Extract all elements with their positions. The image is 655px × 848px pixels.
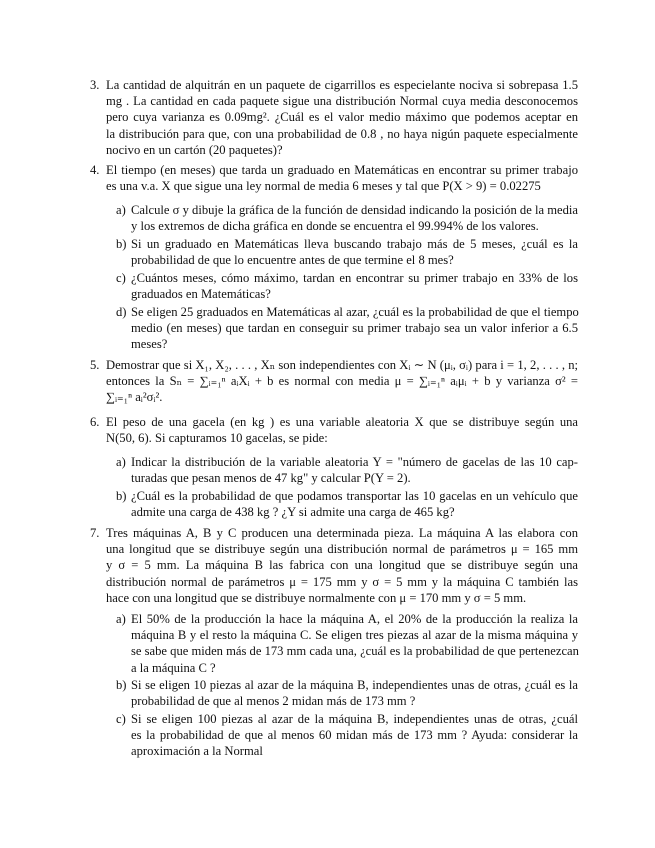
- item-label: b): [116, 678, 127, 692]
- text-line: una longitud que se distribuye según una distribución normal de parámetros μ = 165 mm: [106, 542, 578, 557]
- problem-6a: [116, 454, 578, 486]
- text-line: Indicar la distribución de la variable aleatoria Y = "número de gacelas de las 10 cap-: [131, 455, 578, 469]
- text-line: meses?: [131, 337, 168, 352]
- item-label: c): [116, 712, 126, 726]
- problem-7: [90, 525, 578, 606]
- text-line: mg . La cantidad en cada paquete sigue una distribución Normal cuya media desconocemos: [106, 94, 578, 109]
- problem-4b: [116, 236, 578, 268]
- text-line: El tiempo (en meses) que tarda un graduado en Matemáticas en encontrar su primer trabajo: [106, 163, 578, 177]
- text-line: ¿Cuántos meses, cómo máximo, tardan en encontrar su primer trabajo en 33% de los: [131, 271, 578, 285]
- item-label: a): [116, 612, 126, 626]
- problem-7c: [116, 711, 578, 760]
- text-line: la distribución para que, con una probabilidad de 0.8 , no haya nigún paquete especialmente: [106, 126, 578, 141]
- text-line: N(50, 6). Si capturamos 10 gacelas, se pide:: [106, 431, 328, 446]
- text-line: La cantidad de alquitrán en un paquete de cigarrillos es especielante nociva si sobrepasa 1.5: [106, 78, 578, 92]
- problem-6: [90, 414, 578, 446]
- item-label: b): [116, 237, 127, 251]
- text-line: a la máquina C ?: [131, 660, 216, 675]
- text-line: admite una carga de 438 kg ? ¿Y si admite una carga de 465 kg?: [131, 505, 455, 520]
- text-line: Se eligen 25 graduados en Matemáticas al azar, ¿cuál es la probabilidad de que el tiempo: [131, 305, 579, 319]
- text-line: Tres máquinas A, B y C producen una determinada pieza. La máquina A las elabora con: [106, 526, 578, 540]
- text-line: probabilidad de que al menos 2 midan más de 173 mm ?: [131, 694, 416, 709]
- item-label: a): [116, 203, 126, 217]
- text-line: y σ = 5 mm. La máquina B las fabrica con una longitud que se distribuye según una: [106, 558, 578, 573]
- text-line: se sabe que miden más de 173 mm cada una, ¿cuál es la probabilidad de que pertenezcan: [131, 644, 579, 659]
- text-line: ¿Cuál es la probabilidad de que podamos transportar las 10 gacelas en un vehículo que: [131, 489, 578, 503]
- problem-5: [90, 357, 578, 406]
- problem-7b: [116, 677, 578, 709]
- text-line: turadas que pesan menos de 47 kg" y calcular P(Y = 2).: [131, 471, 411, 486]
- problem-number: 3.: [90, 78, 100, 92]
- text-line: medio (en meses) que tardan en conseguir su primer trabajo sea un valor inferior a 6.5: [131, 321, 578, 336]
- problem-3: [90, 77, 578, 158]
- item-label: a): [116, 455, 126, 469]
- item-label: b): [116, 489, 127, 503]
- item-label: c): [116, 271, 126, 285]
- text-line: máquina B y el resto la máquina C. Se eligen tres piezas al azar de la misma máquina y: [131, 628, 578, 643]
- problem-number: 4.: [90, 163, 100, 177]
- text-line: Si se eligen 100 piezas al azar de la máquina B, independientes unas de otras, ¿cuál: [131, 712, 578, 726]
- text-line: ∑ᵢ₌₁ⁿ aᵢ²σᵢ².: [106, 390, 163, 405]
- text-line: Si se eligen 10 piezas al azar de la máquina B, independientes unas de otras, ¿cuál es la: [131, 678, 578, 692]
- text-line: es una v.a. X que sigue una ley normal de media 6 meses y tal que P(X > 9) = 0.02275: [106, 179, 541, 194]
- text-line: hace con una longitud que se distribuye normalmente con μ = 170 mm y σ = 5 mm.: [106, 590, 527, 605]
- text-line: y los extremos de dicha gráfica en donde se encuentra el 99.994% de los valores.: [131, 219, 539, 234]
- problem-4a: [116, 202, 578, 234]
- text-line: Demostrar que si X₁, X₂, . . . , Xₙ son independientes con Xᵢ ∼ N (μᵢ, σᵢ) para i = 1, 2, . . . , n;: [106, 358, 578, 372]
- text-line: entonces la Sₙ = ∑ᵢ₌₁ⁿ aᵢXᵢ + b es normal con media μ = ∑ᵢ₌₁ⁿ aᵢμᵢ + b y varianza σ² =: [106, 374, 578, 389]
- problem-4: [90, 162, 578, 194]
- problem-6b: [116, 488, 578, 520]
- text-line: El 50% de la producción la hace la máquina A, el 20% de la producción la realiza la: [131, 612, 578, 626]
- problem-number: 7.: [90, 526, 100, 540]
- text-line: Si un graduado en Matemáticas lleva buscando trabajo más de 5 meses, ¿cuál es la: [131, 237, 578, 251]
- text-line: aproximación a la Normal: [131, 744, 263, 759]
- problem-7a: [116, 611, 578, 676]
- problem-number: 6.: [90, 415, 100, 429]
- problem-number: 5.: [90, 358, 100, 372]
- text-line: Calcule σ y dibuje la gráfica de la función de densidad indicando la posición de la media: [131, 203, 578, 217]
- text-line: distribución normal de parámetros μ = 175 mm y σ = 5 mm y la máquina C también las: [106, 574, 578, 589]
- text-line: es la probabilidad de que al menos 60 midan más de 173 mm ? Ayuda: considerar la: [131, 728, 578, 743]
- item-label: d): [116, 305, 127, 319]
- text-line: graduados en Matemáticas?: [131, 287, 271, 302]
- text-line: pero cuya varianza es 0.09mg². ¿Cuál es el valor medio máximo que podemos aceptar en: [106, 110, 578, 125]
- text-line: El peso de una gacela (en kg ) es una variable aleatoria X que se distribuye según una: [106, 415, 578, 429]
- text-line: probabilidad de que lo encuentre antes de que termine el 8 mes?: [131, 253, 454, 268]
- problem-4c: [116, 270, 578, 302]
- text-line: nocivo en un cartón (20 paquetes)?: [106, 142, 283, 157]
- problem-4d: [116, 304, 578, 353]
